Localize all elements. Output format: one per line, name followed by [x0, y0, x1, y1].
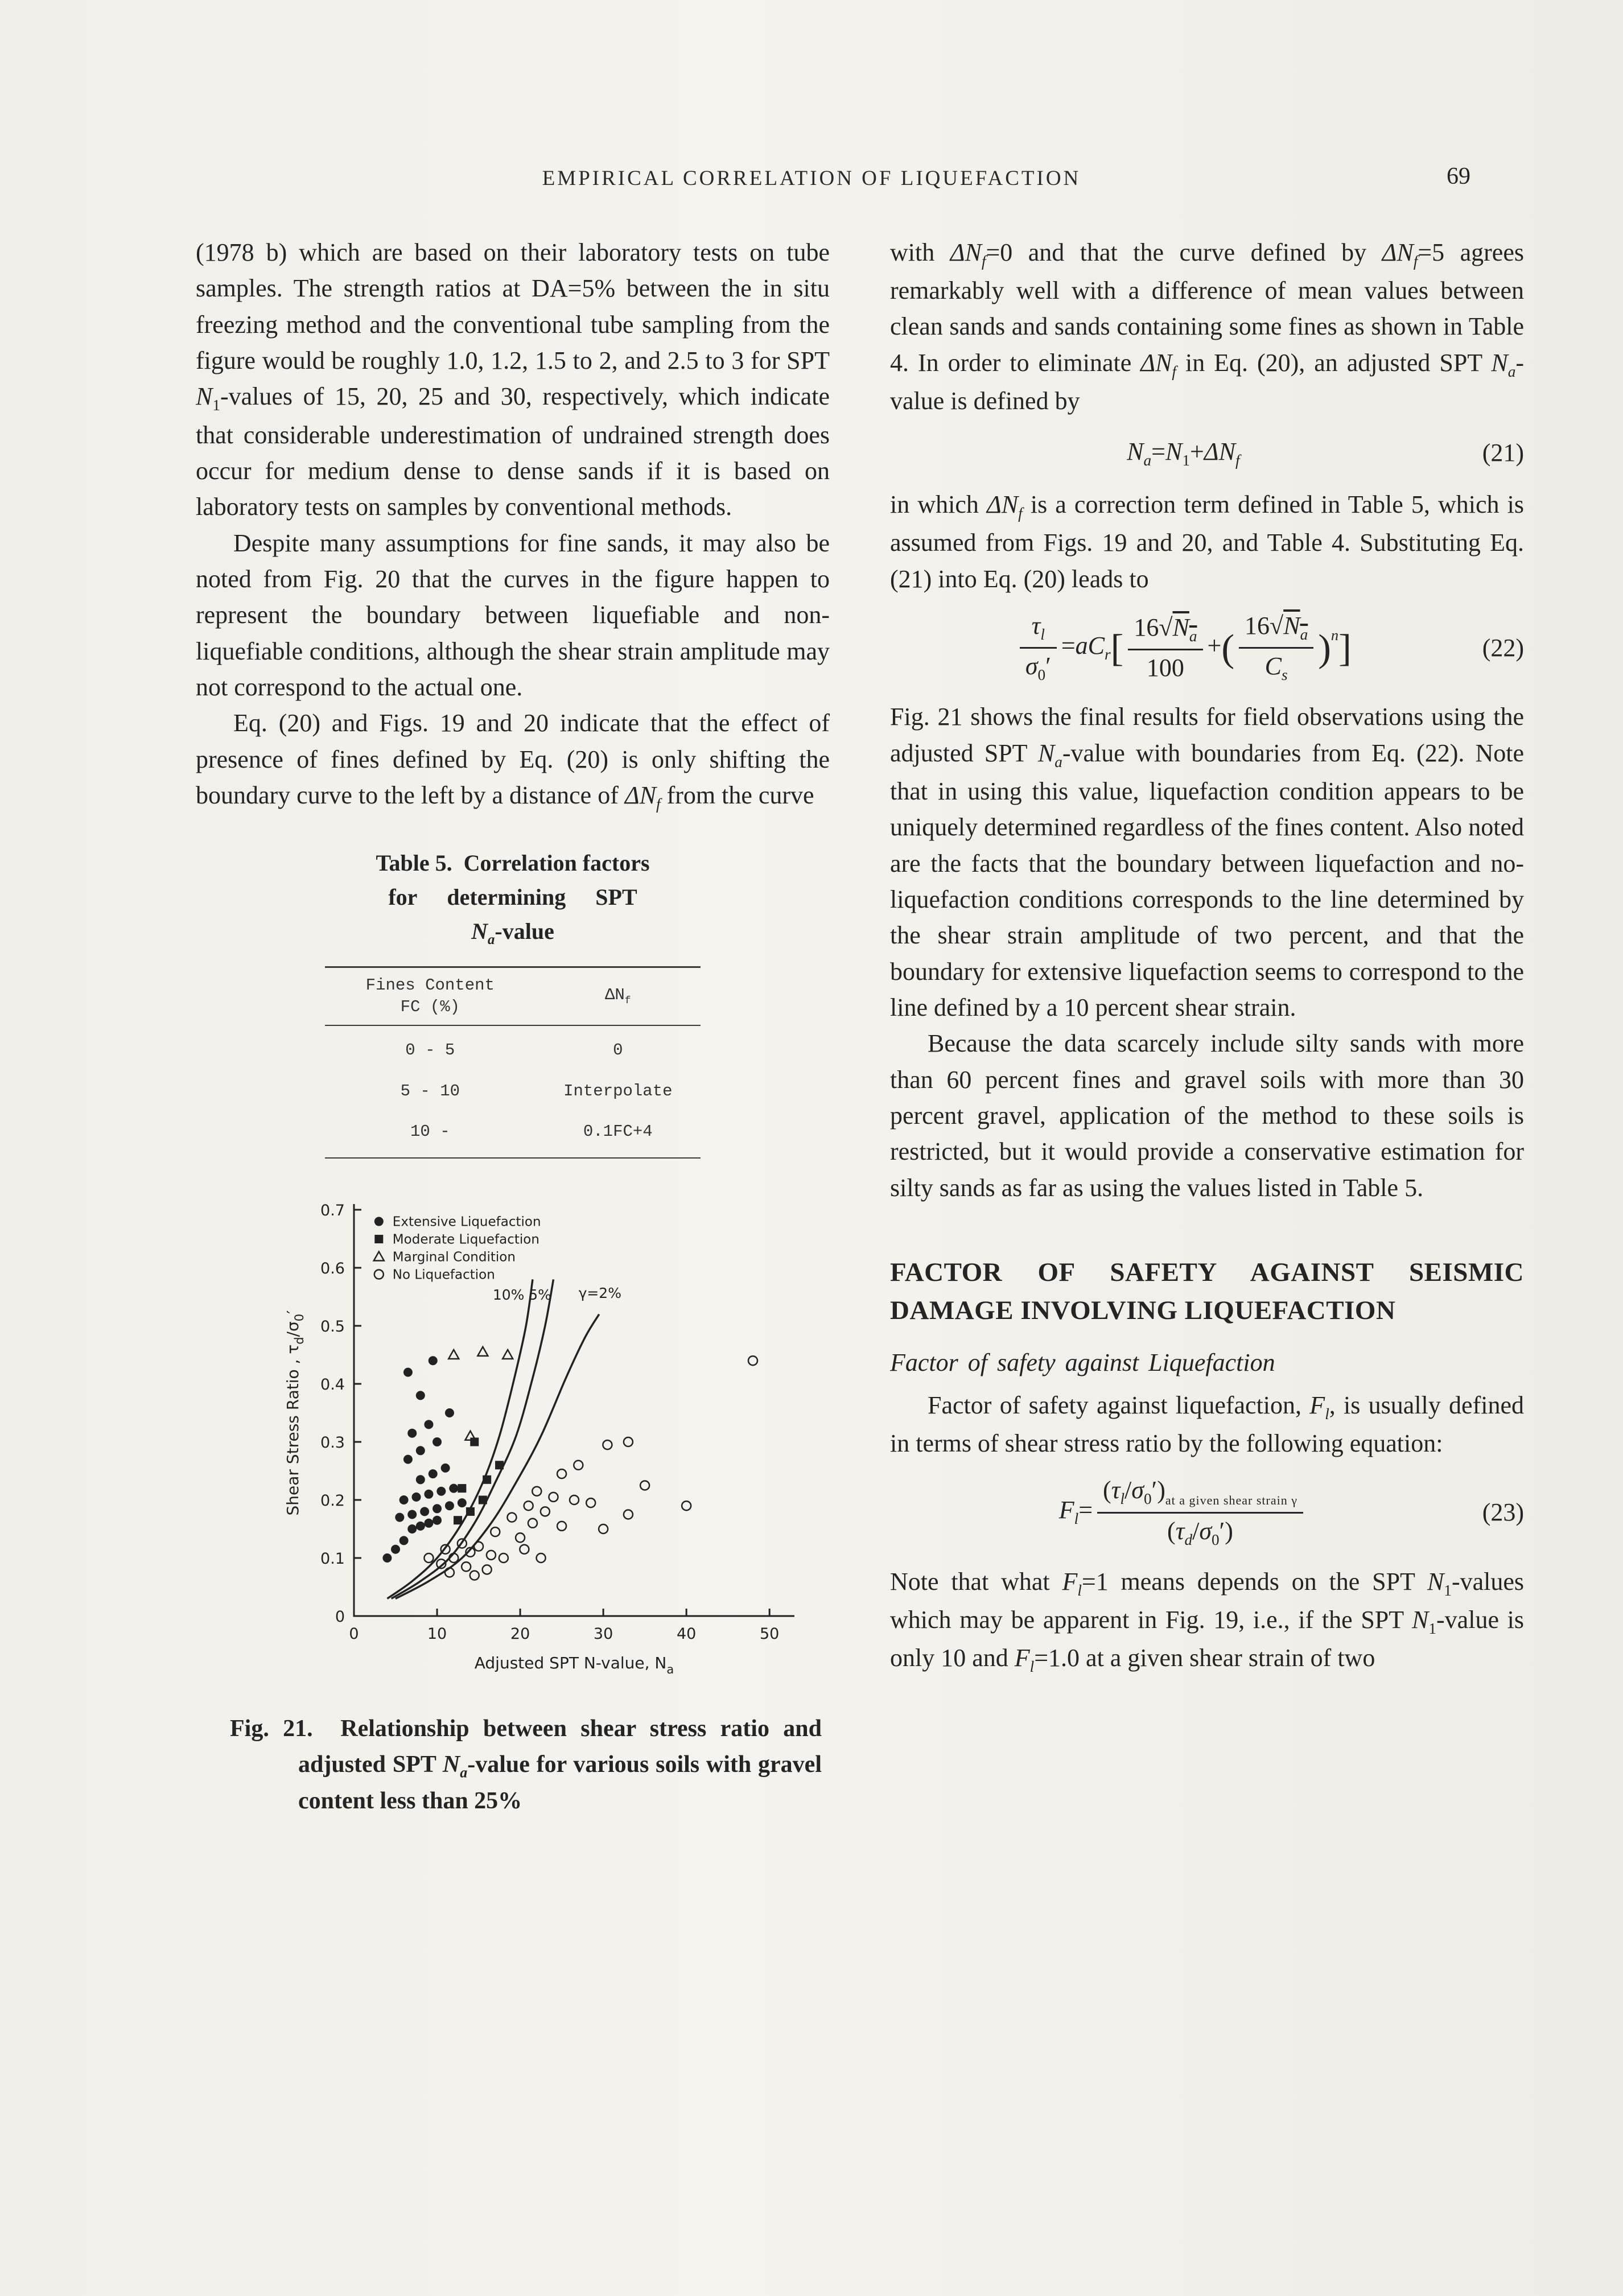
- table-5-title-line-2: for determining SPT: [388, 884, 637, 910]
- svg-text:Moderate Liquefaction: Moderate Liquefaction: [392, 1232, 539, 1247]
- paragraph-fig21-results: Fig. 21 shows the final results for field observations using the adjusted SPT $N_a$-value with boundaries from Eq. (22). Note that in using this value, liquefaction condition appears to be uniquely determined regardless of the fines content. Also noted are the facts that the boundary between liquefaction and no-liquefaction conditions corresponds to the line determined by the shear strain amplitude of two percent, and that the boundary for extensive liquefaction seems to correspond to the line defined by a 10 percent shear strain.: [890, 703, 1524, 1022]
- svg-text:0.6: 0.6: [320, 1260, 345, 1277]
- figure-21-caption: Fig. 21. Relationship between shear stress ratio and adjusted SPT $N_a$-value for various soils with gravel content less than 25%: [230, 1716, 822, 1815]
- table-cell-fc-range: 5 - 10: [400, 1081, 460, 1100]
- right-column: [890, 234, 1524, 1819]
- table-cell-dnf-value: 0: [613, 1040, 623, 1060]
- table-cell-fc-range: 0 - 5: [405, 1040, 455, 1060]
- table-cell-dnf-value: Interpolate: [563, 1081, 673, 1100]
- scatter-plot: [281, 1186, 830, 1696]
- svg-text:10: 10: [427, 1625, 447, 1643]
- paragraph-delta-nf-curves: with $\Delta N_f=0$ and that the curve defined by $\Delta N_f=5$ agrees remarkably well with a difference of mean values between clean sands and sands containing some fines as shown in Table 4. In order to eliminate $\Delta N_f$ in Eq. (20), an adjusted SPT $N_a$-value is defined by: [890, 238, 1524, 415]
- figure-21: [196, 1186, 830, 1819]
- equation-23: [890, 1476, 1524, 1548]
- svg-text:20: 20: [510, 1625, 530, 1643]
- equation-22-body: $\frac{\tau_l}{\sigma_0'}$ $=aC_r$[ $\frac{16√N_a}{100}$ +( $\frac{16√N_a}{C_s}$ )$^n$]: [890, 612, 1477, 684]
- svg-text:0.4: 0.4: [320, 1376, 345, 1394]
- svg-text:0.5: 0.5: [320, 1318, 345, 1335]
- table-5-block: [196, 846, 830, 1159]
- equation-21-body: $N_a=N_1+\Delta N_f$: [1127, 438, 1240, 469]
- paragraph-fine-sands: Despite many assumptions for fine sands, it may also be noted from Fig. 20 that the curves in the figure happen to represent the boundary between liquefiable and non-liquefiable conditions, although the shear strain amplitude may not correspond to the actual one.: [196, 529, 830, 702]
- paragraph-correction-term: in which $\Delta N_f$ is a correction term defined in Table 5, which is assumed from Figs. 19 and 20, and Table 4. Substituting Eq. (21) into Eq. (20) leads to: [890, 490, 1524, 593]
- svg-text:0.7: 0.7: [320, 1202, 345, 1219]
- equation-23-number: (23): [1482, 1498, 1524, 1527]
- paragraph-strength-ratios: (1978 b) which are based on their laboratory tests on tube samples. The strength ratios at DA=5% between the in situ freezing method and the conventional tube sampling from the figure would be roughly 1.0, 1.2, 1.5 to 2, and 2.5 to 3 for SPT $N_1$-values of 15, 20, 25 and 30, respectively, which indicate that considerable underestimation of undrained strength does occur for medium dense to dense sands if it is based on laboratory tests on samples by conventional methods.: [196, 238, 830, 521]
- page-number: 69: [1447, 163, 1470, 189]
- svg-text:0.1: 0.1: [320, 1550, 345, 1568]
- column-header-fines-content: Fines Content FC (%): [325, 967, 535, 1025]
- paragraph-eq20-shift: Eq. (20) and Figs. 19 and 20 indicate that the effect of presence of fines defined by Eq. (20) is only shifting the boundary curve to the left by a distance of $\Delta N_f$ from the curve: [196, 709, 830, 813]
- svg-text:5%: 5%: [529, 1287, 551, 1304]
- table-row: [325, 1107, 701, 1158]
- table-row: [325, 1025, 701, 1067]
- table-cell-dnf-value: 0.1FC+4: [535, 1107, 701, 1158]
- table-5-title-line-3: $N_a$-value: [471, 918, 554, 948]
- paragraph-fs-definition: Factor of safety against liquefaction, $F_l$, is usually defined in terms of shear stress ratio by the following equation:: [890, 1391, 1524, 1458]
- equation-22: [890, 612, 1524, 684]
- svg-text:0: 0: [335, 1608, 345, 1626]
- table-5-title-line-1: Table 5. Correlation factors: [376, 850, 650, 876]
- table-cell-fc-range: 10 -: [325, 1107, 535, 1158]
- svg-text:Extensive Liquefaction: Extensive Liquefaction: [392, 1214, 541, 1230]
- svg-text:γ=2%: γ=2%: [578, 1285, 621, 1302]
- equation-21-number: (21): [1482, 439, 1524, 467]
- paragraph-fl-meaning: Note that what $F_l=1$ means depends on the SPT $N_1$-values which may be apparent in Fig. 19, i.e., if the SPT $N_1$-value is only 10 and $F_l=1.0$ at a given shear strain of two: [890, 1567, 1524, 1675]
- section-heading-factor-of-safety: FACTOR OF SAFETY AGAINST SEISMIC DAMAGE INVOLVING LIQUEFACTION: [890, 1258, 1524, 1325]
- table-5: [325, 966, 701, 1159]
- svg-text:40: 40: [676, 1625, 697, 1643]
- equation-22-number: (22): [1482, 634, 1524, 662]
- equation-23-body: $F_l=$ $\frac{(\tau_l/\sigma_0')_{at a given shear strain \gamma}}{(\tau_d/\sigma_0')}$: [890, 1476, 1477, 1548]
- subsection-heading-factor-of-safety: Factor of safety against Liquefaction: [890, 1348, 1275, 1376]
- svg-text:Shear Stress Ratio , τd/σ0: Shear Stress Ratio , $\tau_d/\sigma_0'$: [283, 1310, 306, 1516]
- svg-text:10%: 10%: [492, 1287, 525, 1304]
- svg-text:Marginal Condition: Marginal Condition: [392, 1250, 516, 1265]
- svg-text:0.3: 0.3: [320, 1434, 345, 1452]
- svg-text:50: 50: [760, 1625, 780, 1643]
- two-column-layout: [196, 234, 1524, 1819]
- equation-21: [890, 434, 1524, 472]
- svg-text:0: 0: [349, 1625, 359, 1643]
- svg-text:0.2: 0.2: [320, 1492, 345, 1510]
- table-5-title: [196, 846, 830, 950]
- table-row: [325, 1067, 701, 1108]
- paragraph-restrictions: Because the data scarcely include silty sands with more than 60 percent fines and gravel soils with more than 30 percent gravel, application of the method to these soils is restricted, but it would provide a conservative estimation for silty sands as far as using the values listed in Table 5.: [890, 1029, 1524, 1202]
- column-header-delta-nf: $\Delta N_f$: [535, 967, 701, 1025]
- svg-text:No Liquefaction: No Liquefaction: [392, 1267, 495, 1283]
- left-column: [196, 234, 830, 1819]
- svg-text:Adjusted SPT N-value, Na: Adjusted SPT N-value, $N_a$: [474, 1654, 674, 1676]
- running-title: EMPIRICAL CORRELATION OF LIQUEFACTION: [542, 167, 1081, 190]
- running-head: [0, 166, 1623, 191]
- svg-text:30: 30: [593, 1625, 613, 1643]
- table-5-header-row: [325, 967, 701, 1025]
